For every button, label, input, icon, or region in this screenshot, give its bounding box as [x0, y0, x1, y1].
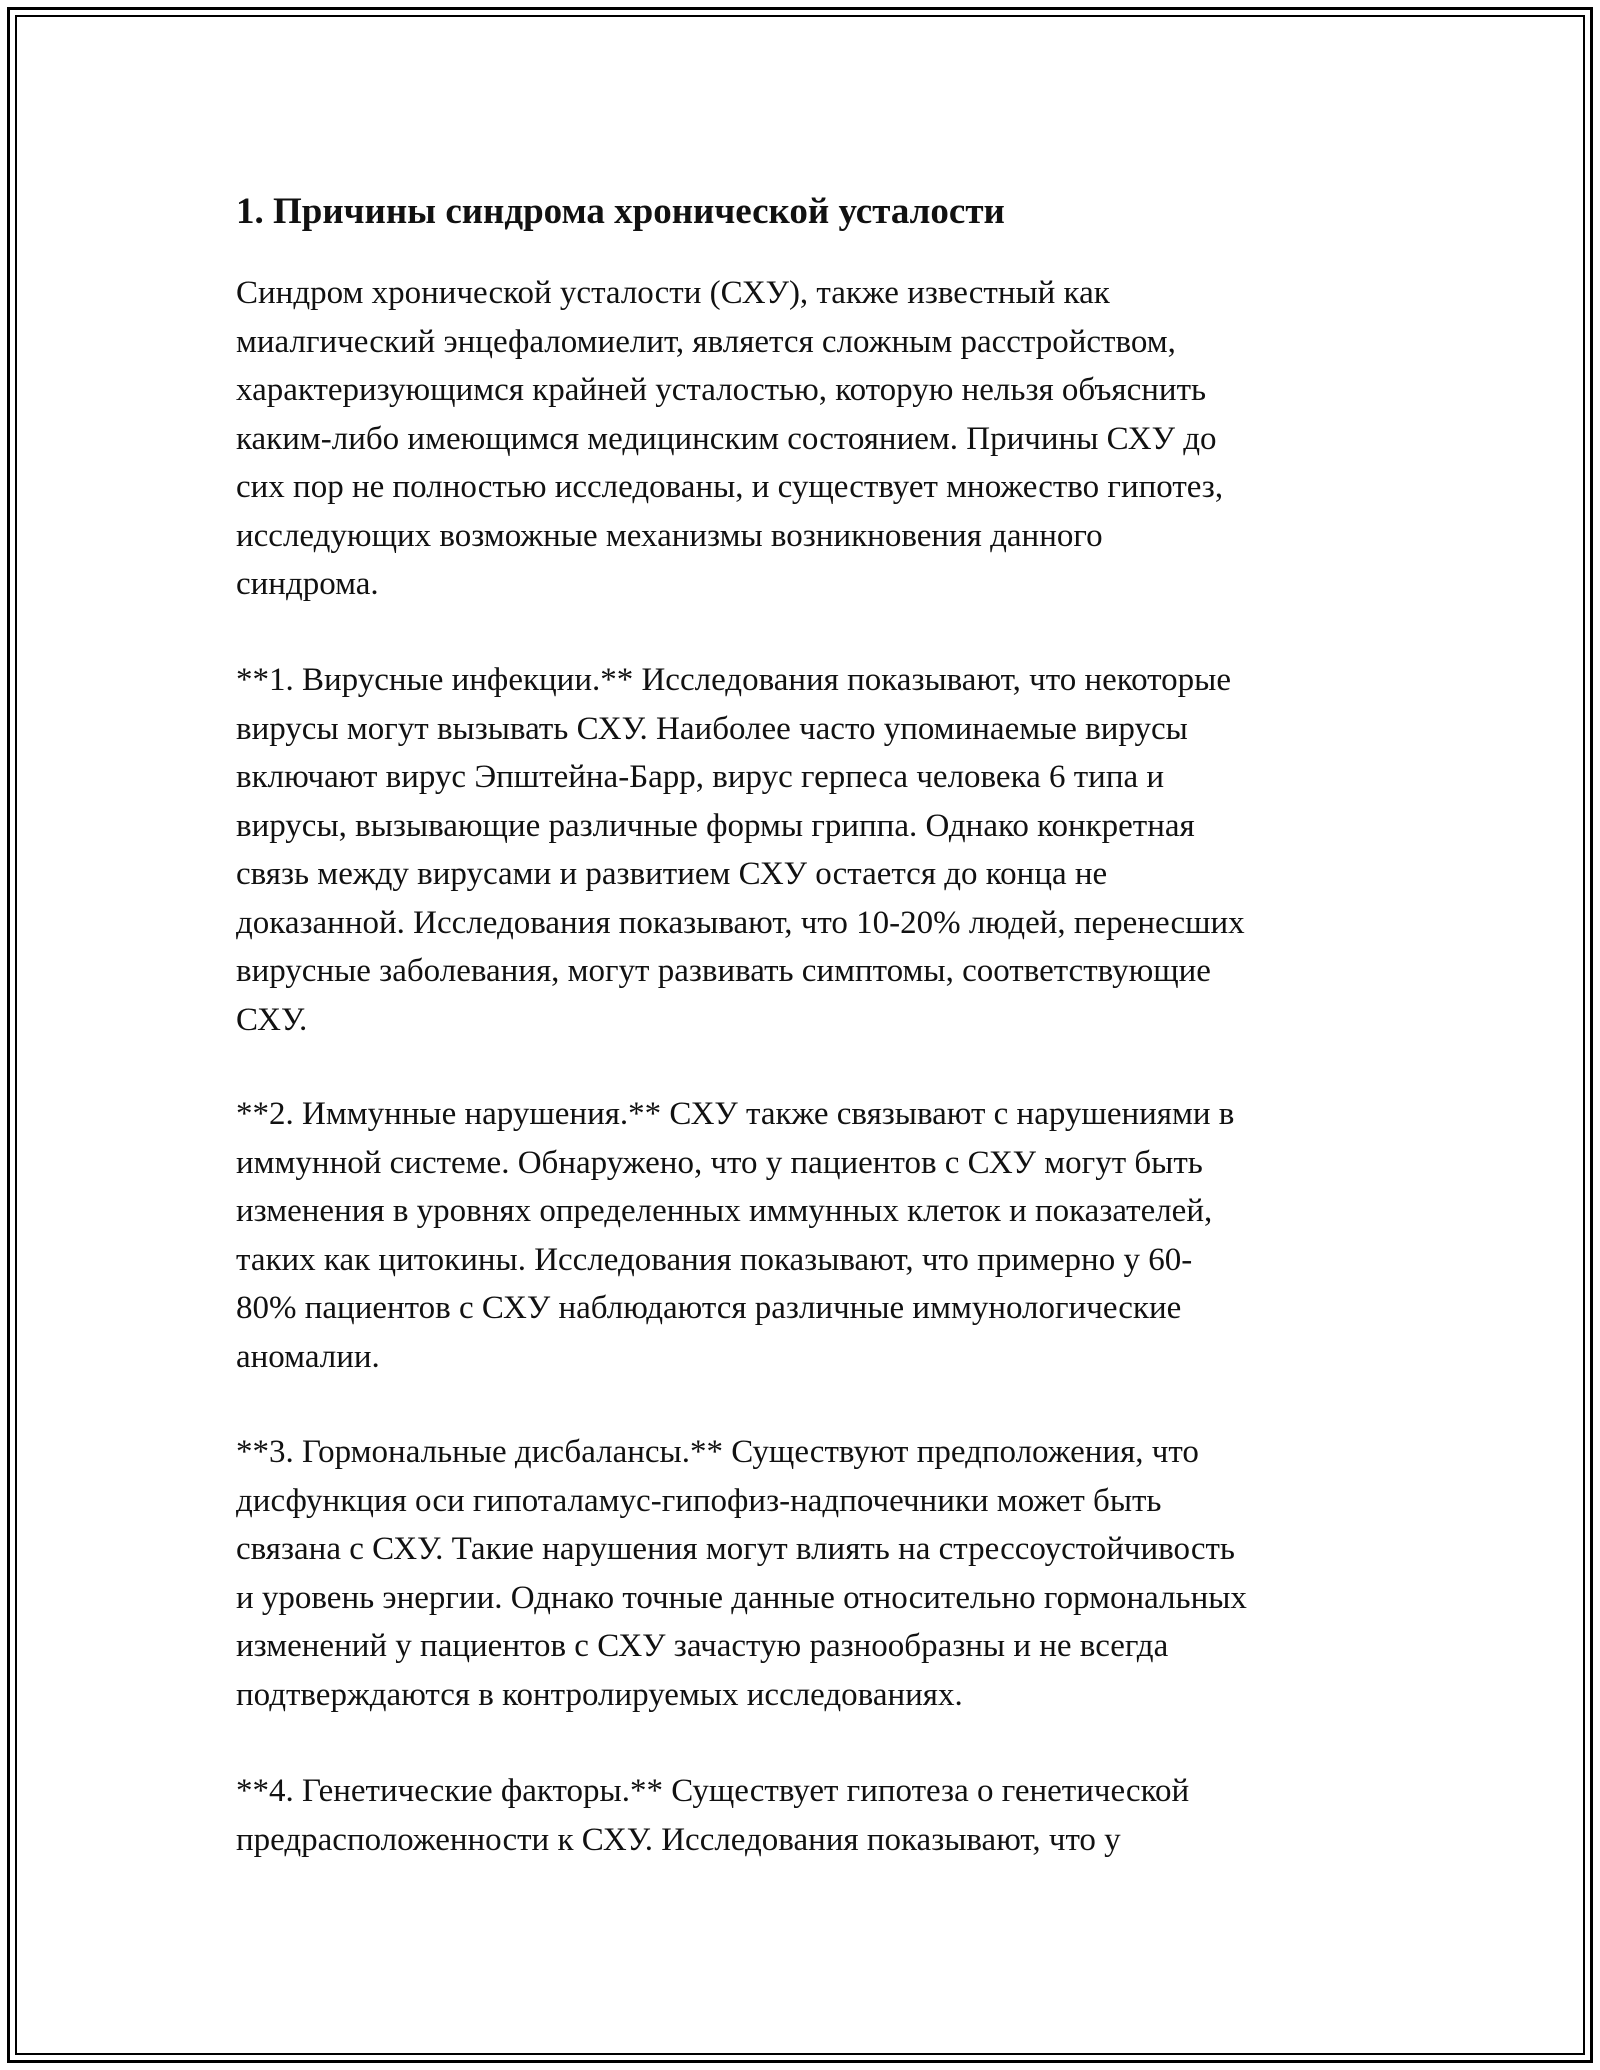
text-line: СХУ.: [236, 1001, 308, 1038]
text-line: иммунной системе. Обнаружено, что у пациентов с СХУ могут быть: [236, 1144, 1203, 1181]
text-line: связана с СХУ. Такие нарушения могут влиять на стрессоустойчивость: [236, 1531, 1235, 1567]
text-line: **1. Вирусные инфекции.** Исследования показывают, что некоторые: [236, 662, 1231, 698]
text-line: вирусы, вызывающие различные формы гриппа. Однако конкретная: [236, 807, 1195, 844]
paragraph-genetic-factors: [236, 1767, 1386, 1864]
text-line: подтверждаются в контролируемых исследованиях.: [236, 1676, 963, 1713]
text-line: таких как цитокины. Исследования показывают, что примерно у 60-: [236, 1241, 1193, 1278]
text-line: **4. Генетические факторы.** Существует гипотеза о генетической: [236, 1773, 1190, 1809]
text-line: миалгический энцефаломиелит, является сложным расстройством,: [236, 323, 1176, 360]
text-line: Синдром хронической усталости (СХУ), также известный как: [236, 275, 1110, 311]
text-line: вирусные заболевания, могут развивать симптомы, соответствующие: [236, 953, 1211, 989]
paragraph-hormonal-imbalances: [236, 1428, 1386, 1719]
text-line: включают вирус Эпштейна-Барр, вирус герпеса человека 6 типа и: [236, 759, 1165, 795]
text-line: изменения в уровнях определенных иммунных клеток и показателей,: [236, 1193, 1213, 1229]
text-line: аномалии.: [236, 1338, 380, 1375]
paragraph-immune-disorders: [236, 1090, 1386, 1381]
text-line: синдрома.: [236, 566, 379, 602]
paragraph-intro: [236, 269, 1386, 609]
text-line: сих пор не полностью исследованы, и существует множество гипотез,: [236, 469, 1224, 505]
text-line: исследующих возможные механизмы возникновения данного: [236, 517, 1103, 554]
text-line: **2. Иммунные нарушения.** СХУ также связывают с нарушениями в: [236, 1096, 1235, 1132]
text-line: вирусы могут вызывать СХУ. Наиболее часто упоминаемые вирусы: [236, 710, 1188, 747]
text-line: 80% пациентов с СХУ наблюдаются различные иммунологические: [236, 1290, 1182, 1326]
text-line: предрасположенности к СХУ. Исследования показывают, что у: [236, 1821, 1121, 1858]
text-line: характеризующимся крайней усталостью, которую нельзя объяснить: [236, 372, 1207, 408]
text-line: изменений у пациентов с СХУ зачастую разнообразны и не всегда: [236, 1628, 1169, 1664]
text-line: **3. Гормональные дисбалансы.** Существуют предположения, что: [236, 1434, 1199, 1470]
text-line: дисфункция оси гипоталамус-гипофиз-надпочечники может быть: [236, 1482, 1162, 1519]
text-line: связь между вирусами и развитием СХУ остается до конца не: [236, 856, 1108, 892]
text-line: и уровень энергии. Однако точные данные относительно гормональных: [236, 1579, 1247, 1616]
paragraph-viral-infections: [236, 656, 1386, 1044]
text-line: каким-либо имеющимся медицинским состоянием. Причины СХУ до: [236, 420, 1217, 457]
text-line: доказанной. Исследования показывают, что 10-20% людей, перенесших: [236, 904, 1245, 941]
page-title: 1. Причины синдрома хронической усталости: [236, 191, 1005, 232]
